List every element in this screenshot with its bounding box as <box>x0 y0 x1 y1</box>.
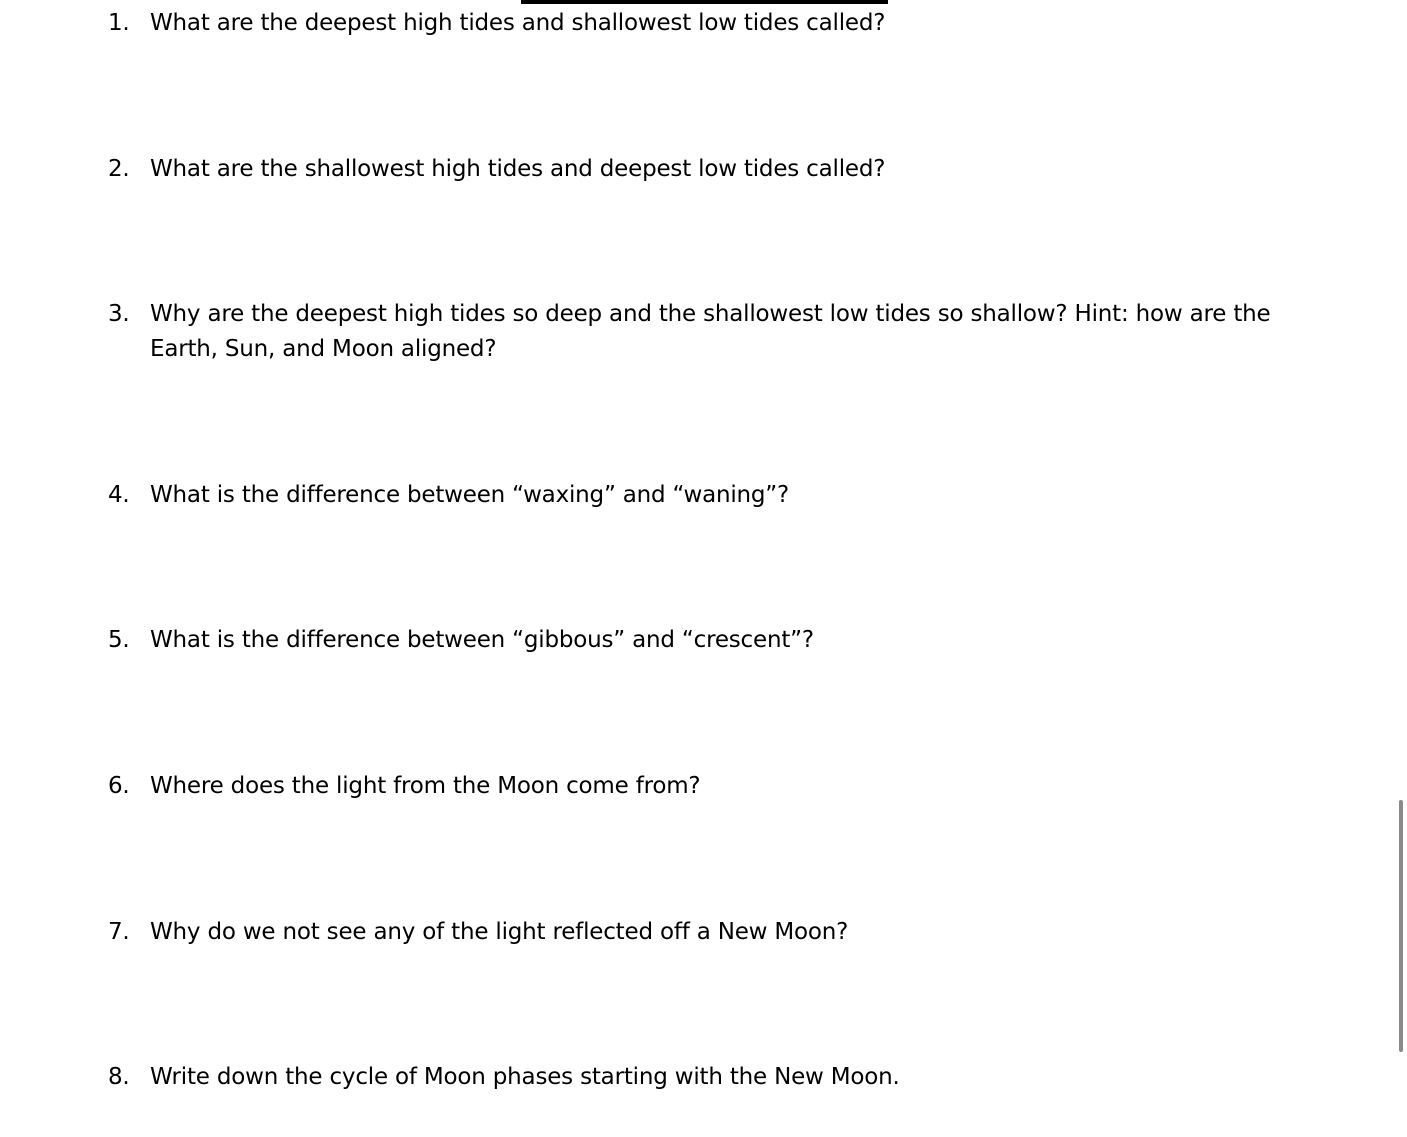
question-item-5 <box>108 623 1328 658</box>
question-item-4 <box>108 478 1328 513</box>
vertical-scrollbar[interactable] <box>1395 0 1407 1137</box>
question-number: 2. <box>108 156 130 182</box>
question-text: Write down the cycle of Moon phases starting with the New Moon. <box>150 1064 900 1090</box>
question-item-2 <box>108 152 1328 187</box>
question-text: What are the deepest high tides and shallowest low tides called? <box>150 10 886 36</box>
question-text: Why are the deepest high tides so deep and the shallowest low tides so shallow? Hint: how are the Earth, Sun, and Moon aligned? <box>150 301 1271 362</box>
question-number: 6. <box>108 773 130 799</box>
question-item-6 <box>108 769 1328 804</box>
question-item-8 <box>108 1060 1328 1095</box>
question-text: What are the shallowest high tides and deepest low tides called? <box>150 156 886 182</box>
question-item-3 <box>108 297 1328 367</box>
question-item-1 <box>108 6 1328 41</box>
question-text: What is the difference between “waxing” and “waning”? <box>150 482 790 508</box>
question-text: Why do we not see any of the light reflected off a New Moon? <box>150 919 849 945</box>
question-text: Where does the light from the Moon come from? <box>150 773 701 799</box>
question-item-7 <box>108 915 1328 950</box>
question-number: 3. <box>108 301 130 327</box>
scrollbar-thumb[interactable] <box>1399 800 1403 1052</box>
question-number: 4. <box>108 482 130 508</box>
question-number: 8. <box>108 1064 130 1090</box>
question-number: 1. <box>108 10 130 36</box>
question-number: 7. <box>108 919 130 945</box>
question-text: What is the difference between “gibbous” and “crescent”? <box>150 627 814 653</box>
question-number: 5. <box>108 627 130 653</box>
